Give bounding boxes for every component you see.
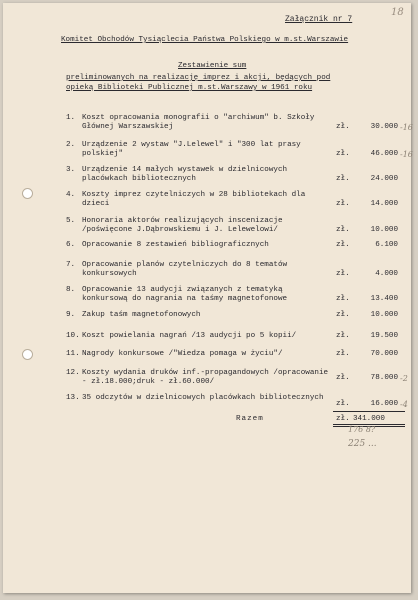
handwritten-note: -2	[400, 374, 408, 383]
currency-label: zł.	[336, 400, 350, 408]
item-amount: 30.000	[370, 123, 398, 131]
item-number: 2.	[66, 141, 76, 149]
item-description: Nagrody konkursowe /"Wiedza pomaga w życiu"/	[82, 350, 283, 358]
currency-label: zł.	[336, 350, 350, 358]
item-number: 1.	[66, 114, 76, 122]
title-line-1: Zestawienie sum	[178, 62, 247, 70]
page-corner-number: 18	[391, 7, 404, 18]
currency-label: zł.	[336, 226, 350, 234]
handwritten-note: -16	[400, 123, 413, 132]
item-number: 6.	[66, 241, 76, 249]
item-description: Opracowanie 13 audycji związanych z tematyką konkursową do nagrania na taśmy magnetofonowe	[82, 286, 288, 303]
item-amount: 24.000	[370, 175, 398, 183]
item-description: Honoraria aktorów realizujących inscenizacje /poświęcone J.Dąbrowskiemu i J. Lelewelowi/	[82, 217, 283, 234]
item-amount: 19.500	[370, 332, 398, 340]
currency-label: zł.	[336, 123, 350, 131]
item-amount: 13.400	[370, 295, 398, 303]
item-number: 5.	[66, 217, 76, 225]
attachment-label: Załącznik nr 7	[285, 15, 353, 24]
currency-label: zł.	[336, 270, 350, 278]
total-amount: 341.000	[353, 415, 385, 423]
item-number: 7.	[66, 261, 76, 269]
item-description: Opracowanie planów czytelniczych do 8 tematów konkursowych	[82, 261, 288, 278]
item-description: 35 odczytów w dzielnicowych placówkach bibliotecznych	[82, 394, 324, 402]
item-number: 11.	[66, 350, 80, 358]
title-line-2: preliminowanych na realizację imprez i akcji, będących pod	[66, 74, 331, 82]
handwritten-sum-1: 176 8?	[348, 425, 376, 434]
item-description: Koszt opracowania monografii o "archiwum" b. Szkoły Głównej Warszawskiej	[82, 114, 315, 131]
title-line-3: opieką Biblioteki Publicznej m.st.Warszawy w 1961 roku	[66, 84, 313, 92]
item-amount: 10.000	[370, 226, 398, 234]
item-description: Koszty wydania druków inf.-propagandowych /opracowanie - zł.18.000;druk - zł.60.000/	[82, 369, 329, 386]
item-description: Urządzenie 2 wystaw "J.Lelewel" i "300 lat prasy polskiej"	[82, 141, 301, 158]
currency-label: zł.	[336, 200, 350, 208]
punch-hole-bottom	[22, 349, 33, 360]
item-description: Zakup taśm magnetofonowych	[82, 311, 201, 319]
item-amount: 78.000	[370, 374, 398, 382]
item-amount: 10.000	[370, 311, 398, 319]
total-rule-top	[333, 411, 405, 412]
item-number: 10.	[66, 332, 80, 340]
item-description: Opracowanie 8 zestawień bibliograficznych	[82, 241, 269, 249]
item-amount: 46.000	[370, 150, 398, 158]
item-amount: 6.100	[375, 241, 398, 249]
currency-label: zł.	[336, 374, 350, 382]
currency-label: zł.	[336, 332, 350, 340]
item-amount: 16.000	[370, 400, 398, 408]
item-description: Koszty imprez czytelniczych w 28 bibliotekach dla dzieci	[82, 191, 306, 208]
item-number: 3.	[66, 166, 76, 174]
currency-label: zł.	[336, 241, 350, 249]
item-description: Urządzenie 14 małych wystawek w dzielnicowych placówkach bibliotecznych	[82, 166, 288, 183]
handwritten-note: -4	[400, 400, 408, 409]
total-label: Razem	[236, 415, 264, 423]
item-amount: 14.000	[370, 200, 398, 208]
punch-hole-top	[22, 188, 33, 199]
item-description: Koszt powielania nagrań /13 audycji po 5 kopii/	[82, 332, 297, 340]
item-number: 8.	[66, 286, 76, 294]
total-currency-label: zł.	[336, 415, 350, 423]
item-amount: 70.000	[370, 350, 398, 358]
currency-label: zł.	[336, 295, 350, 303]
item-number: 12.	[66, 369, 80, 377]
document-sheet	[3, 3, 411, 593]
item-number: 4.	[66, 191, 76, 199]
committee-header: Komitet Obchodów Tysiąclecia Państwa Polskiego w m.st.Warszawie	[61, 36, 349, 44]
currency-label: zł.	[336, 311, 350, 319]
currency-label: zł.	[336, 175, 350, 183]
item-number: 13.	[66, 394, 80, 402]
item-amount: 4.000	[375, 270, 398, 278]
handwritten-note: -16	[400, 150, 413, 159]
handwritten-sum-2: 225 ...	[348, 439, 377, 449]
currency-label: zł.	[336, 150, 350, 158]
item-number: 9.	[66, 311, 76, 319]
